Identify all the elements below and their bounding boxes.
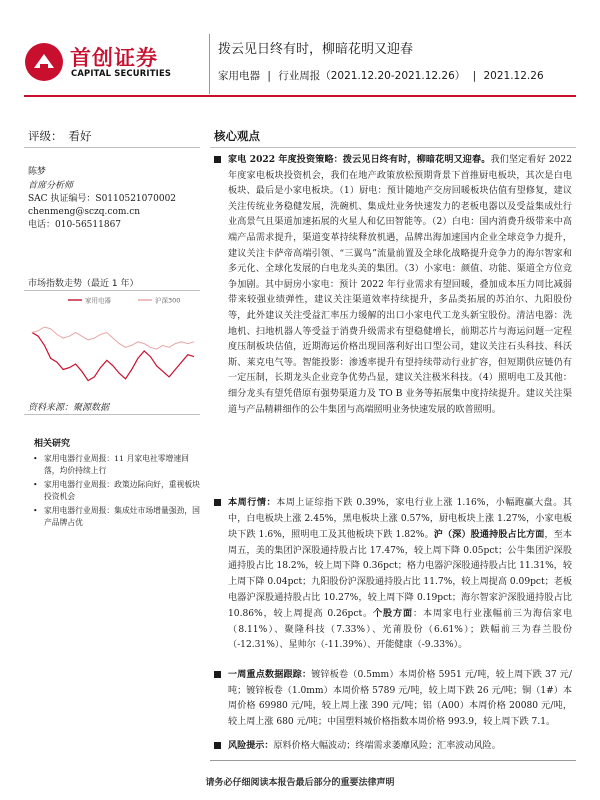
- key-point-strategy: [214, 152, 572, 418]
- chart-legend: [68, 296, 180, 305]
- related-research-link[interactable]: 家用电器行业周报：集成灶市场增量强劲，国产品牌占优: [44, 506, 200, 527]
- key-point-risk: [214, 738, 572, 755]
- section-rule: [24, 290, 200, 291]
- related-research-link[interactable]: 家用电器行业周报：政策边际向好，重视板块投资机会: [44, 480, 200, 501]
- square-bullet-icon: [214, 156, 221, 163]
- rating-value: 看好: [68, 129, 92, 143]
- series-line-home-appliances: [32, 333, 194, 381]
- strategy-text: 我们坚定看好 2022 年度家电板块投资机会，我们在地产政策放松预期背景下首推厨电板块，其次是白电板块、最后是小家电板块。（1）厨电：预计随地产交房回暖板块估值有望修复，建议关注传统业务稳健发展，洗碗机、集成灶业务快速发力的老板电器以及受益集成灶行业高景气且渠道加速拓展的火星人和亿田智能等。（2）白电：国内消费升级带来中高端产品需求提升，渠道变革持续释放机遇，品牌出海加速国内企业全球竞争力提升，建议关注卡萨帝高端引领、“三翼鸟”流量前置及全球化战略提升竞争力的海尔智家和多元化、全球化发展的白电龙头美的集团。（3）小家电：颜值、功能、渠道全方位竞争加剧。其中厨房小家电：预计 2022 年行业需求有望回暖，叠加成本压力同比减弱带来较强业绩弹性，建议关注渠道效率持续提升，多品类拓展的苏泊尔、九阳股份等，此外建议关注受益汇率压力缓解的出口小家电代工龙头新宝股份。清洁电器：洗地机、扫地机器人等受益于消费升级需求有望稳健增长，前期芯片与海运问题一定程度压制板块估值，近期海运价格出现回落利好出口型公司，建议关注石头科技、科沃斯、莱克电气等。智能投影：渗透率提升有望持续带动行业扩容，但短期供应链仍有一定压制，长期龙头企业竞争优势凸显，建议关注极米科技。（4）照明电工及其他：细分龙头有望凭借原有强势渠道力及 TO B 业务等拓展集中度持续提升。建议关注渠道与产品精耕细作的公牛集团与高端照明业务快速发展的欧普照明。: [228, 155, 572, 415]
- analyst-role: 首席分析师: [28, 181, 74, 191]
- data-heading: 一周重点数据跟踪：: [228, 669, 312, 680]
- brand-logo: [24, 42, 204, 86]
- stocks-heading: 个股方面: [373, 608, 413, 620]
- market-text: 本周上证综指下跌 0.39%，家电行业上涨 1.16%，小幅跑赢大盘。其中，白电板块上涨 2.45%，黑电板块上涨 0.57%，厨电板块上涨 1.27%，小家电板块下跌 1.6%，照明电工及其他板块下跌 1.82%。: [228, 498, 572, 541]
- report-title: 拨云见日终有时，柳暗花明又迎春: [218, 42, 414, 57]
- legal-notice: 请务必仔细阅读本报告最后部分的重要法律声明: [205, 778, 395, 788]
- analyst-email[interactable]: chenmeng@sczq.com.cn: [28, 207, 141, 217]
- brand-logo-icon: [24, 42, 64, 82]
- related-research-title: 相关研究: [34, 439, 71, 449]
- hk-connect-text: ，至本周五，美的集团沪深股通持股占比 17.47%，较上周下降 0.05pct；公牛集团沪深股通持股占比 18.2%，较上周下降 0.36pct；格力电器沪深股通持股占比 11.31%，较上周下降 0.04pct；九阳股份沪深股通持股占比 11.7%，较上周提高 0.09pct；老板电器沪深股通持股占比 10.27%，较上周下降 0.19pct；海尔智家沪深股通持股占比 10.86%，较上周提高 0.26pct。: [228, 530, 572, 620]
- square-bullet-icon: [214, 671, 221, 678]
- chart-source: 资料来源：聚源数据: [28, 403, 110, 413]
- section-rule: [24, 414, 200, 415]
- chart-title: 市场指数走势（最近 1 年）: [28, 279, 139, 289]
- analyst-name: 陈梦: [28, 167, 47, 177]
- rating-label: 评级：: [28, 129, 63, 143]
- hk-connect-heading: 沪（深）股通持股占比方面: [433, 529, 545, 541]
- rating: [28, 128, 92, 144]
- brand-name-en: CAPITAL SECURITIES: [71, 68, 172, 78]
- bullet-icon: •: [33, 454, 38, 463]
- legend-label: 沪深300: [155, 296, 181, 305]
- report-date: 2021.12.26: [483, 70, 544, 82]
- key-points-title: 核心观点: [214, 129, 260, 143]
- risk-text: 原料价格大幅波动；终端需求萎靡风险；汇率波动风险。: [273, 741, 501, 751]
- square-bullet-icon: [214, 499, 221, 506]
- report-meta: [218, 68, 544, 83]
- header-rule: [24, 95, 576, 97]
- analyst-sac: SAC 执证编号：S0110521070002: [28, 194, 177, 204]
- series-line-csi300: [32, 327, 194, 349]
- related-research-item[interactable]: [34, 453, 204, 476]
- brand-name-cn: 首创证券: [70, 46, 158, 70]
- header-divider: [209, 34, 210, 94]
- analyst-phone: 电话：010-56511867: [28, 220, 122, 230]
- market-index-chart: [24, 292, 200, 394]
- bullet-icon: •: [33, 506, 38, 515]
- market-heading: 本周行情：: [228, 497, 277, 508]
- legend-label: 家用电器: [85, 296, 111, 305]
- related-research-link[interactable]: 家用电器行业周报：11 月家电社零增速回落，均价持续上行: [44, 454, 189, 475]
- strategy-heading: 家电 2022 年度投资策略：拨云见日终有时，柳暗花明又迎春。: [228, 154, 491, 165]
- key-point-data: [214, 667, 572, 730]
- related-research-item[interactable]: [34, 479, 204, 502]
- section-rule: [210, 147, 576, 148]
- meta-separator: |: [472, 70, 477, 82]
- square-bullet-icon: [214, 742, 221, 749]
- key-point-market: [214, 495, 572, 654]
- stocks-text: ：本周家电行业涨幅前三为海信家电（8.11%）、聚隆科技（7.33%）、光莆股份（6.61%）；跌幅前三为春兰股份（-12.31%）、星帅尔（-11.39%）、开能健康（-9.33%）。: [228, 609, 572, 651]
- report-type: 行业周报（2021.12.20-2021.12.26）: [278, 70, 466, 82]
- bullet-icon: •: [33, 480, 38, 489]
- section-rule: [24, 147, 200, 148]
- chart-lines: [32, 327, 194, 381]
- data-text: 镀锌板卷（0.5mm）本周价格 5951 元/吨，较上周下跌 37 元/吨；镀锌板卷（1.0mm）本周价格 5789 元/吨，较上周下跌 26 元/吨；铜（1#）本周价格 69980 元/吨，较上周上涨 390 元/吨；铝（A00）本周价格 20080 元/吨，较上周上涨 680 元/吨；中国塑料城价格指数本周价格 993.9，较上周下跌 7.1。: [228, 670, 572, 727]
- footer-rule: [210, 760, 576, 761]
- risk-heading: 风险提示：: [228, 740, 274, 751]
- related-research-item[interactable]: [34, 505, 204, 528]
- meta-separator: |: [267, 70, 271, 82]
- industry-label: 家用电器: [218, 70, 260, 82]
